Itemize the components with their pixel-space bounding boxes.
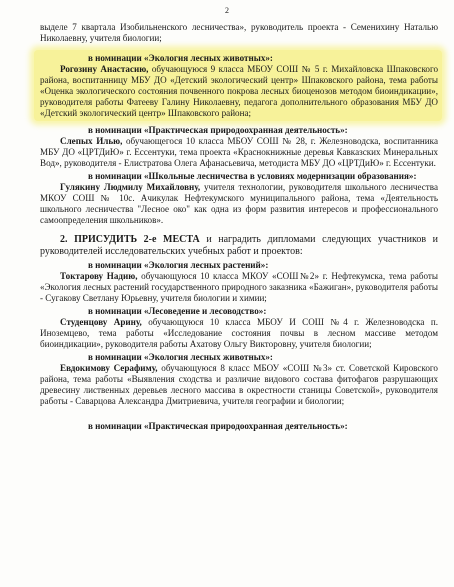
award-text: обучающуюся 8 класс МБОУ «СОШ №3» ст. Советской Кировского района, тема работы «Выявления сходства и различие видового состава фитофагов разрушающих древесину лиственных деревьев лесного массива в окрестности станицы Советской», руководителя работы - Саварцова Александра Дмитриевича, учителя географии и биологии; xyxy=(40,363,438,406)
nomination-heading: в номинации «Лесоведение и лесоводство»: xyxy=(88,306,267,316)
award-text: обучающуюся 10 класса МБОУ И СОШ №4 г. Железноводска п. Иноземцево, тема работы «Исследование состояния почвы в лесном массиве методом биоиндикации», руководителя работы Ахатову Ольгу Викторовну, учителя биологии; xyxy=(40,317,438,349)
award-text: обучающегося 10 класса МБОУ СОШ № 28, г. Железноводска, воспитанника МБУ ДО «ЦРТДиЮ» г. Ессентуки, тема проекта «Краснокнижные деревья Кавказских Минеральных Вод», руководителя - Елистратова Олега Афанасьевича, методиста МБУ ДО «ЦРТДиЮ» г. Ессентуки. xyxy=(40,136,438,168)
awardee-name: Слепых Илью, xyxy=(60,136,123,146)
award-paragraph xyxy=(40,182,438,226)
nomination-heading: в номинации «Практическая природоохранная деятельность»: xyxy=(88,125,348,135)
award-text: обучающуюся 9 класса МБОУ СОШ № 5 г. Михайловска Шпаковского района, воспитанницу МБУ ДО «Детский экологический центр» Шпаковского района, тема работы «Оценка экологического состояния почвенного покрова лесных биоценозов методом биоиндикации», руководителя работы Фатееву Галину Николаевну, педагога дополнительного образования МБУ ДО «Детский экологический центр» Шпаковского района; xyxy=(40,64,439,118)
intro-paragraph: выделе 7 квартала Изобильненского лесничества», руководитель проекта - Семенихину Наталью Николаевну, учителя биологии; xyxy=(40,22,438,43)
award-paragraph xyxy=(40,317,438,350)
section-2-text: и наградить дипломами следующих участников и руководителей исследовательских учебных работ и проектов: xyxy=(40,234,438,257)
award-paragraph xyxy=(40,64,438,119)
awardee-name: Евдокимову Серафиму, xyxy=(60,363,158,373)
nomination-heading: в номинации «Экология лесных животных»: xyxy=(88,53,273,63)
nomination-heading: в номинации «Экология лесных растений»: xyxy=(88,260,269,270)
awardee-name: Токтарову Надию, xyxy=(60,271,138,281)
award-paragraph xyxy=(40,363,438,407)
section-2-paragraph xyxy=(40,234,438,258)
awardee-name: Рогозину Анастасию, xyxy=(60,64,149,74)
nomination-heading: в номинации «Практическая природоохранная деятельность»: xyxy=(88,421,348,431)
award-text: учителя технологии, руководителя школьного лесничества МКОУ СОШ № 10с. Ачикулак Нефтекумского муниципального района, тема «Деятельность школьного лесничества "Лесное око" как одна из форм развития интересов и профессионального самоопределения школьников». xyxy=(40,182,438,225)
page-number: 2 xyxy=(225,6,229,15)
nomination-heading: в номинации «Экология лесных животных»: xyxy=(88,352,273,362)
award-paragraph xyxy=(40,271,438,304)
award-text: обучающуюся 10 класса МКОУ «СОШ№2» г. Нефтекумска, тема работы «Экология лесных растений государственного природного заказника «Бажиган», руководителя работы - Сугакову Светлану Юрьевну, учителя биологии и химии; xyxy=(40,271,438,303)
awardee-name: Студенцову Арину, xyxy=(60,317,142,327)
document-body xyxy=(40,22,438,432)
highlighted-block xyxy=(34,50,442,121)
nomination-heading: в номинации «Школьные лесничества в условиях модернизации образования»: xyxy=(88,171,417,181)
awardee-name: Гулякину Людмилу Михайловну, xyxy=(60,182,201,192)
section-2-heading: 2. ПРИСУДИТЬ 2-е МЕСТА xyxy=(60,234,200,245)
award-paragraph xyxy=(40,136,438,169)
